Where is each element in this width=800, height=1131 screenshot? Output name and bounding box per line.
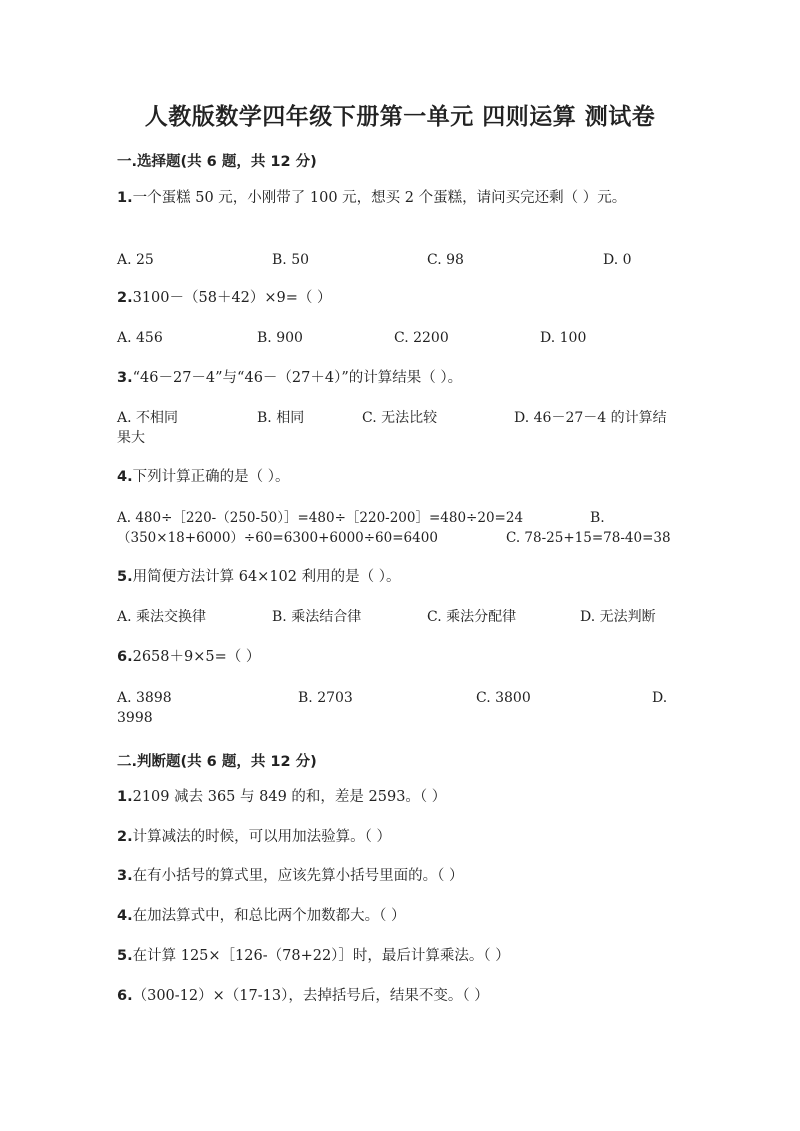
section-heading-judgement: 二.判断题(共 6 题，共 12 分) bbox=[117, 754, 317, 770]
option-b: B. 900 bbox=[257, 330, 303, 346]
option-c: C. 78-25+15=78-40=38 bbox=[506, 530, 671, 546]
option-d: D. 46－27－4 的计算结果大 bbox=[117, 410, 667, 446]
question-number: 4. bbox=[117, 908, 133, 924]
option-a: A. 25 bbox=[117, 252, 154, 268]
question-6 bbox=[117, 647, 682, 667]
option-c: C. 2200 bbox=[394, 330, 449, 346]
question-4 bbox=[117, 467, 682, 487]
judgement-1 bbox=[117, 787, 682, 807]
question-number: 6. bbox=[117, 649, 133, 665]
page-title: 人教版数学四年级下册第一单元 四则运算 测试卷 bbox=[144, 104, 656, 130]
question-text: 在加法算式中，和总比两个加数都大。（ ） bbox=[132, 908, 406, 924]
question-text: （300-12）×（17-13），去掉括号后，结果不变。（ ） bbox=[132, 988, 489, 1004]
question-number: 6. bbox=[117, 988, 133, 1004]
question-2 bbox=[117, 288, 682, 308]
option-c: C. 98 bbox=[427, 252, 464, 268]
option-b: B. 50 bbox=[272, 252, 310, 268]
section-heading-choice: 一.选择题(共 6 题，共 12 分) bbox=[117, 154, 317, 170]
option-d: D. 100 bbox=[540, 330, 587, 346]
option-a: A. 456 bbox=[117, 330, 163, 346]
option-b: （350×18+6000）÷60=6300+6000÷60=6400 bbox=[117, 530, 438, 546]
question-text: 在有小括号的算式里，应该先算小括号里面的。（ ） bbox=[132, 868, 464, 884]
option-d: D. 无法判断 bbox=[580, 609, 656, 625]
option-d: D. 3998 bbox=[117, 690, 668, 726]
question-text: 2658＋9×5=（ ） bbox=[132, 649, 261, 665]
question-number: 2. bbox=[117, 829, 133, 845]
question-number: 2. bbox=[117, 290, 133, 306]
option-a: A. 不相同 bbox=[117, 410, 179, 426]
option-c: C. 3800 bbox=[476, 690, 531, 706]
question-text: 在计算 125×［126-（78+22）］时，最后计算乘法。（ ） bbox=[132, 948, 510, 964]
option-d: D. 0 bbox=[603, 252, 632, 268]
option-c: C. 无法比较 bbox=[362, 410, 438, 426]
question-text: 用简便方法计算 64×102 利用的是（ ）。 bbox=[132, 569, 401, 585]
question-text: 一个蛋糕 50 元，小刚带了 100 元，想买 2 个蛋糕，请问买完还剩（ ）元。 bbox=[132, 190, 627, 206]
question-number: 1. bbox=[117, 789, 133, 805]
question-1 bbox=[117, 188, 677, 208]
option-c: C. 乘法分配律 bbox=[427, 609, 517, 625]
question-5 bbox=[117, 567, 682, 587]
judgement-5 bbox=[117, 946, 682, 966]
option-b: B. 2703 bbox=[298, 690, 353, 706]
option-a: A. 乘法交换律 bbox=[117, 609, 207, 625]
question-text: “46－27－4”与“46－（27＋4）”的计算结果（ ）。 bbox=[132, 370, 463, 386]
judgement-4 bbox=[117, 906, 682, 926]
option-a: A. 480÷［220-（250-50）］=480÷［220-200］=480÷20=24 bbox=[117, 510, 524, 526]
question-text: 下列计算正确的是（ ）。 bbox=[132, 469, 290, 485]
question-text: 计算减法的时候，可以用加法验算。（ ） bbox=[132, 829, 391, 845]
question-3 bbox=[117, 368, 682, 388]
judgement-2 bbox=[117, 827, 682, 847]
question-number: 5. bbox=[117, 948, 133, 964]
question-number: 1. bbox=[117, 190, 133, 206]
question-text: 3100－（58＋42）×9=（ ） bbox=[132, 290, 332, 306]
judgement-3 bbox=[117, 866, 682, 886]
question-number: 3. bbox=[117, 370, 133, 386]
option-b: B. 相同 bbox=[257, 410, 305, 426]
option-a: A. 3898 bbox=[117, 690, 172, 706]
question-text: 2109 减去 365 与 849 的和，差是 2593。（ ） bbox=[132, 789, 447, 805]
question-number: 4. bbox=[117, 469, 133, 485]
question-number: 5. bbox=[117, 569, 133, 585]
option-b: B. 乘法结合律 bbox=[272, 609, 362, 625]
question-number: 3. bbox=[117, 868, 133, 884]
option-b-label: B. bbox=[590, 510, 605, 526]
judgement-6 bbox=[117, 986, 682, 1006]
